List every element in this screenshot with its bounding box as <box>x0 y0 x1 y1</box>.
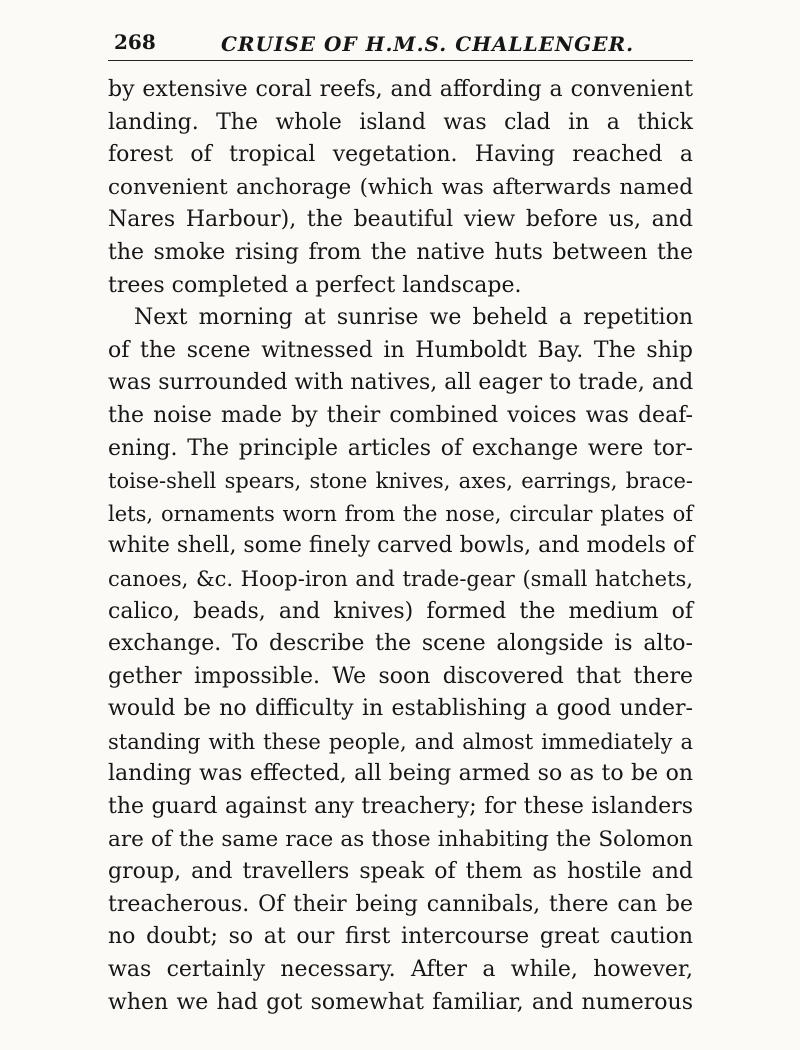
text-line: forest of tropical vegetation. Having reached a <box>108 142 693 168</box>
text-line: exchange. To describe the scene alongside is alto- <box>108 631 693 657</box>
text-line: was surrounded with natives, all eager to trade, and <box>108 370 694 396</box>
text-line: canoes, &c. Hoop-iron and trade-gear (small hatchets, <box>108 566 693 591</box>
text-line: landing was effected, all being armed so as to be on <box>108 761 693 787</box>
page-number: 268 <box>114 30 156 54</box>
text-line: landing. The whole island was clad in a thick <box>108 109 693 135</box>
text-line: standing with these people, and almost immediately a <box>108 729 693 754</box>
text-line: was certainly necessary. After a while, however, <box>108 957 693 983</box>
page-header <box>108 24 693 61</box>
text-line: lets, ornaments worn from the nose, circular plates of <box>108 501 693 526</box>
text-line: calico, beads, and knives) formed the medium of <box>108 598 693 624</box>
text-line: Next morning at sunrise we beheld a repetition <box>134 305 693 331</box>
text-line: are of the same race as those inhabiting the Solomon <box>108 826 693 852</box>
text-line: gether impossible. We soon discovered that there <box>108 663 693 689</box>
text-line: no doubt; so at our first intercourse great caution <box>108 924 693 950</box>
text-line: would be no difficulty in establishing a good under- <box>108 696 693 722</box>
text-line: treacherous. Of their being cannibals, there can be <box>108 891 693 917</box>
text-line: white shell, some finely carved bowls, and models of <box>108 533 695 559</box>
text-line: Nares Harbour), the beautiful view before us, and <box>108 207 693 233</box>
text-line: convenient anchorage (which was afterwards named <box>108 174 693 200</box>
text-line: the guard against any treachery; for these islanders <box>108 794 693 820</box>
body-text <box>108 74 693 1019</box>
text-line: the smoke rising from the native huts between the <box>108 239 693 265</box>
text-line: by extensive coral reefs, and affording a convenient <box>108 77 693 102</box>
text-line: of the scene witnessed in Humboldt Bay. The ship <box>108 337 693 363</box>
text-line: trees completed a perfect landscape. <box>108 272 522 298</box>
text-line: group, and travellers speak of them as hostile and <box>108 859 693 885</box>
running-title: CRUISE OF H.M.S. CHALLENGER. <box>221 32 635 56</box>
text-line: the noise made by their combined voices was deaf- <box>108 402 693 428</box>
text-line: toise-shell spears, stone knives, axes, earrings, brace- <box>108 469 693 494</box>
text-line: ening. The principle articles of exchange were tor- <box>108 435 693 461</box>
text-line: when we had got somewhat familiar, and numerous <box>108 989 693 1015</box>
